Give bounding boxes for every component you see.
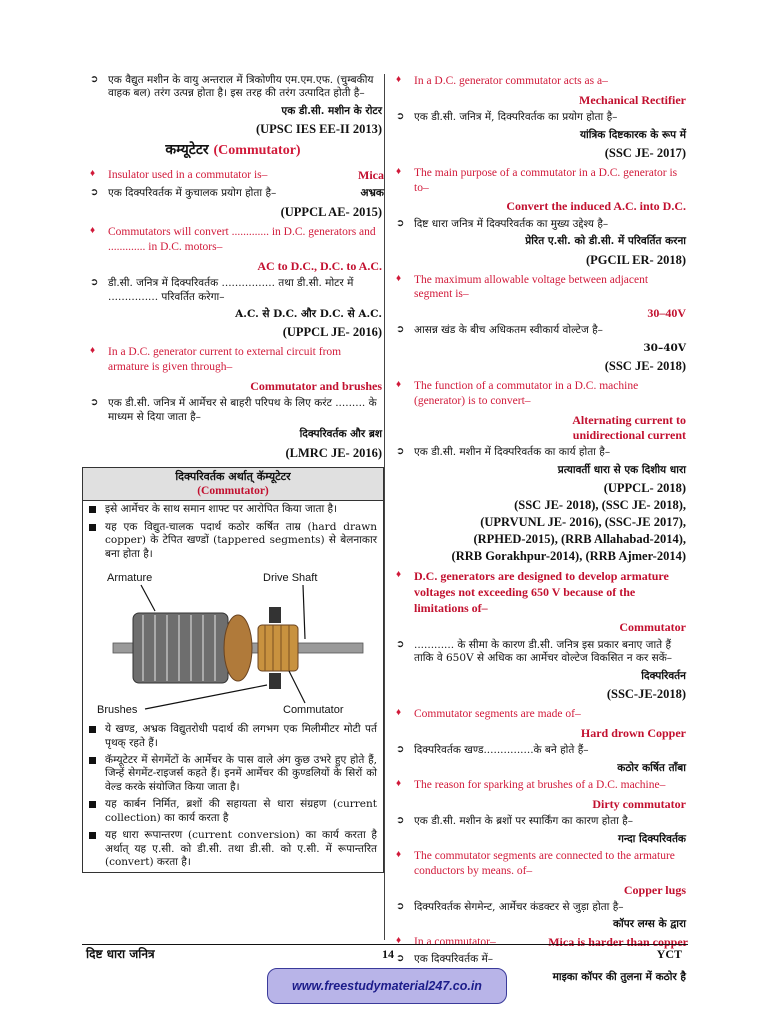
exam-reference: (SSC JE- 2017) [604, 145, 686, 160]
question-hindi: ➲ एक दिक्परिवर्तक में– [396, 953, 494, 966]
arrow-bullet-icon: ➲ [90, 397, 99, 409]
question-hindi: ➲ एक डी.सी. मशीन में दिक्परिवर्तक का कार्य होता है– [396, 446, 611, 459]
exam-reference: (UPPCL JE- 2016) [282, 325, 382, 340]
question-english: ♦ The main purpose of a commutator in a D.C. generator is to– [396, 165, 678, 194]
arrow-bullet-icon: ➲ [396, 111, 405, 123]
question-hindi: ➲ एक डी.सी. मशीन के ब्रशों पर स्पार्किंग का कारण होता है– [396, 815, 633, 828]
question-english: ♦ Mica Insulator used in a commutator is– [90, 168, 384, 183]
page-number: 14 [382, 947, 394, 961]
arrow-bullet-icon: ➲ [396, 638, 405, 650]
question-english: ♦ The commutator segments are connected to the armature conductors by means. of– [396, 849, 675, 877]
question-hindi: ➲ दिक्परिवर्तक सेगमेन्ट, आर्मेचर कंडक्टर से जुड़ा होता है– [396, 900, 624, 913]
drive-shaft-label: Drive Shaft [263, 572, 318, 585]
diamond-bullet-icon: ♦ [90, 225, 96, 237]
answer-english: Alternating current to unidirectional current [572, 412, 686, 443]
arrow-bullet-icon: ➲ [396, 815, 405, 827]
answer-hindi: कठोर कर्षित ताँबा [617, 761, 686, 774]
right-column [388, 74, 688, 987]
left-column [82, 74, 384, 873]
square-bullet-icon [89, 506, 96, 513]
armature-label: Armature [107, 572, 153, 585]
page-footer [82, 944, 688, 964]
exam-reference: (UPPCL AE- 2015) [280, 205, 382, 220]
footer-publisher: YCT [656, 947, 682, 961]
answer-english: Commutator and brushes [250, 378, 382, 393]
armature-illustration [89, 567, 377, 717]
diamond-bullet-icon: ♦ [396, 707, 402, 719]
square-bullet-icon [89, 801, 96, 808]
question-hindi: ➲ दिक्परिवर्तक खण्ड...............के बने होते हैं– [396, 744, 589, 757]
exam-reference: (UPSC IES EE-II 2013) [255, 122, 382, 137]
answer-english: 30–40V [647, 306, 686, 321]
square-bullet-icon [89, 832, 96, 839]
question-hindi: ➲ एक डी.सी. जनित्र में आर्मेचर से बाहरी परिपथ के लिए करंट ......... के माध्यम से दिया जाता है– [90, 397, 377, 423]
diamond-bullet-icon: ♦ [396, 569, 402, 581]
website-link[interactable]: www.freestudymaterial247.co.in [267, 968, 507, 1004]
info-item: यह कार्बन निर्मित, ब्रशों की सहायता से धारा संग्रहण (current collection) का कार्य करता है [83, 796, 383, 827]
question-english: ♦ The reason for sparking at brushes of a D.C. machine– [396, 778, 666, 792]
diamond-bullet-icon: ♦ [396, 379, 402, 391]
armature-figure [89, 567, 377, 717]
diamond-bullet-icon: ♦ [396, 778, 402, 790]
arrow-bullet-icon: ➲ [396, 744, 405, 756]
question-english: ♦ In a D.C. generator current to external circuit from armature is given through– [90, 345, 342, 374]
question-english: ♦ Commutator segments are made of– [396, 707, 581, 721]
exam-reference: (UPRVUNL JE- 2016), (SSC-JE 2017), [480, 515, 686, 530]
info-item: कॅम्यूटेटर में सेगमेंटों के आर्मेचर के पास वाले अंग कुछ उभरे हुए होते हैं, जिन्हें सेगमेंट-राइजर्स कहते हैं। इनमें आर्मेचर की कुण्डलियों के सिरों को वेल्ड करके संयोजित किया जाता है। [83, 752, 383, 796]
answer-hindi: यांत्रिक दिष्टकारक के रूप में [579, 128, 686, 141]
question-hindi: ➲ ............ के सीमा के कारण डी.सी. जनित्र इस प्रकार बनाए जाते हैं ताकि वे 650V से अधिक का आर्मेचर वोल्टेज विकसित न कर सकें– [396, 638, 673, 665]
section-title: कम्यूटेटर (Commutator) [165, 142, 301, 159]
column-divider [384, 74, 385, 940]
info-box-header: दिक्परिवर्तक अर्थात् कॅम्यूटेटर (Commutator) [83, 468, 383, 502]
exam-reference: (RPHED-2015), (RRB Allahabad-2014), [473, 532, 686, 547]
arrow-bullet-icon: ➲ [396, 900, 405, 912]
answer-english: Hard drown Copper [580, 725, 686, 740]
footer-chapter: दिष्ट धारा जनित्र [86, 947, 155, 961]
square-bullet-icon [89, 757, 96, 764]
arrow-bullet-icon: ➲ [396, 324, 405, 336]
exam-reference: (SSC JE- 2018) [604, 359, 686, 374]
question-english: ♦ In a D.C. generator commutator acts as a– [396, 74, 608, 87]
diamond-bullet-icon: ♦ [90, 345, 96, 357]
answer-hindi: दिक्परिवर्तन [641, 669, 686, 682]
answer-hindi: प्रेरित ए.सी. को डी.सी. में परिवर्तित करना [525, 235, 686, 248]
question-english: ♦ D.C. generators are designed to develop armature voltages not exceeding 650 V because of the limitations of– [396, 569, 669, 615]
answer-hindi: एक डी.सी. मशीन के रोटर [281, 104, 382, 117]
info-item: यह धारा रूपान्तरण (current conversion) का कार्य करता है अर्थात् यह ए.सी. को डी.सी. तथा डी.सी. को ए.सी. में रूपान्तरित (convert) करता है। [83, 827, 383, 871]
exam-reference: (RRB Gorakhpur-2014), (RRB Ajmer-2014) [451, 549, 686, 564]
answer-hindi: माइका कॉपर की तुलना में कठोर है [552, 970, 686, 983]
answer-english: Copper lugs [623, 882, 686, 897]
answer-english: Dirty commutator [592, 796, 686, 811]
diamond-bullet-icon: ♦ [396, 165, 402, 177]
answer-hindi: A.C. से D.C. और D.C. से A.C. [235, 308, 382, 321]
info-item: यह एक विद्युत-चालक पदार्थ कठोर कर्षित ताम्र (hard drawn copper) के टेपित खण्डों (tappered segments) से बेलनाकार बना होता है। [83, 519, 383, 563]
question-english: ♦ Mica is harder than copper In a commutator– [396, 934, 688, 949]
arrow-bullet-icon: ➲ [396, 446, 405, 458]
answer-hindi: 30–40V [643, 341, 686, 354]
question-english: ♦ The maximum allowable voltage between adjacent segment is– [396, 272, 649, 301]
question-hindi: ➲ डी.सी. जनित्र में दिक्परिवर्तक ................ तथा डी.सी. मोटर में ............... परिवर्तित करेगा– [90, 277, 354, 303]
question-hindi: ➲ आसन्न खंड के बीच अधिकतम स्वीकार्य वोल्टेज है– [396, 324, 603, 337]
info-item: इसे आर्मेचर के साथ समान शाफ्ट पर आरोपित किया जाता है। [83, 501, 383, 518]
answer-hindi: कॉपर लग्स के द्वारा [612, 918, 686, 931]
arrow-bullet-icon: ➲ [90, 186, 99, 198]
exam-reference: (SSC JE- 2018), (SSC JE- 2018), [514, 498, 686, 513]
diamond-bullet-icon: ♦ [396, 849, 402, 861]
exam-reference: (PGCIL ER- 2018) [586, 252, 686, 267]
diamond-bullet-icon: ♦ [396, 272, 402, 284]
arrow-bullet-icon: ➲ [90, 74, 99, 85]
exam-reference: (SSC-JE-2018) [606, 687, 686, 702]
arrow-bullet-icon: ➲ [396, 217, 405, 229]
answer-hindi: प्रत्यावर्ती धारा से एक दिशीय धारा [557, 463, 686, 476]
question-english: ♦ Commutators will convert ............. in D.C. generators and ............. in D.C. motors– [90, 225, 376, 254]
diamond-bullet-icon: ♦ [396, 934, 402, 946]
answer-english: Mechanical Rectifier [579, 92, 686, 107]
answer-english: Convert the induced A.C. into D.C. [506, 199, 686, 214]
arrow-bullet-icon: ➲ [90, 277, 99, 289]
info-box-commutator [82, 467, 384, 873]
exam-reference: (LMRC JE- 2016) [285, 445, 382, 460]
commutator-label: Commutator [283, 704, 344, 717]
question-english: ♦ The function of a commutator in a D.C. machine (generator) is to convert– [396, 379, 639, 408]
answer-hindi: गन्दा दिक्परिवर्तक [617, 832, 686, 845]
answer-english: AC to D.C., D.C. to A.C. [257, 258, 382, 273]
question-hindi: ➲ एक डी.सी. जनित्र में, दिक्परिवर्तक का प्रयोग होता है– [396, 111, 618, 124]
question-hindi: ➲ दिष्ट धारा जनित्र में दिक्परिवर्तक का मुख्य उद्देश्य है– [396, 217, 609, 230]
question-hindi: ➲ एक वैद्युत मशीन के वायु अन्तराल में त्रिकोणीय एम.एम.एफ. (चुम्बकीय वाहक बल) तरंग उत्पन्न होता है। इस तरह की तरंग उत्पादित होती है– [90, 74, 374, 100]
brushes-label: Brushes [97, 704, 138, 717]
page-content [82, 74, 688, 983]
arrow-bullet-icon: ➲ [396, 953, 405, 965]
square-bullet-icon [89, 726, 96, 733]
info-item: ये खण्ड, अभ्रक विद्युतरोधी पदार्थ की लगभग एक मिलीमीटर मोटी पर्त पृथक् रहते हैं। [83, 721, 383, 752]
exam-reference: (UPPCL- 2018) [603, 481, 686, 496]
question-hindi: ➲ अभ्रक एक दिक्परिवर्तक में कुचालक प्रयोग होता है– [90, 186, 384, 199]
answer-hindi: दिक्परिवर्तक और ब्रश [299, 428, 382, 441]
square-bullet-icon [89, 524, 96, 531]
diamond-bullet-icon: ♦ [90, 168, 96, 180]
answer-english: Commutator [619, 620, 686, 635]
diamond-bullet-icon: ♦ [396, 74, 402, 85]
